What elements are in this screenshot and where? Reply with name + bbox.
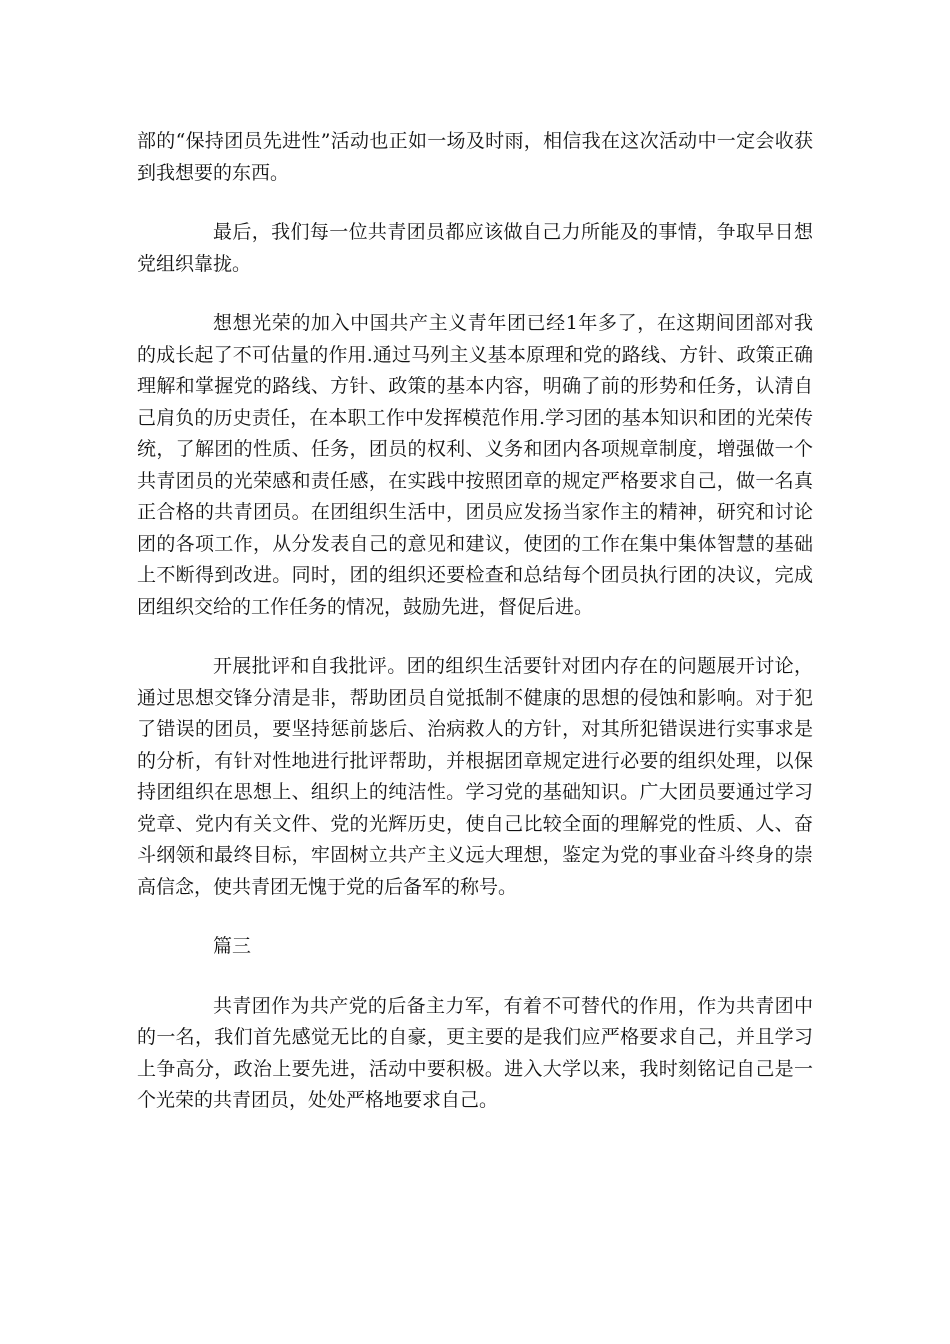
paragraph-criticism: 开展批评和自我批评。团的组织生活要针对团内存在的问题展开讨论，通过思想交锋分清是非，帮助团员自觉抵制不健康的思想的侵蚀和影响。对于犯了错误的团员，要坚持惩前毖后、治病救人的方针，对其所犯错误进行实事求是的分析，有针对性地进行批评帮助，并根据团章规定进行必要的组织处理，以保持团组织在思想上、组织上的纯洁性。学习党的基础知识。广大团员要通过学习党章、党内有关文件、党的光辉历史，使自己比较全面的理解党的性质、人、奋斗纲领和最终目标，牢固树立共产主义远大理想，鉴定为党的事业奋斗终身的崇高信念，使共青团无愧于党的后备军的称号。: [137, 655, 813, 898]
paragraph-conclusion: 最后，我们每一位共青团员都应该做自己力所能及的事情，争取早日想党组织靠拢。: [137, 221, 813, 275]
paragraph-reflection: 想想光荣的加入中国共产主义青年团已经1年多了，在这期间团部对我的成长起了不可估量的作用.通过马列主义基本原理和党的路线、方针、政策正确理解和掌握党的路线、方针、政策的基本内容，明确了前的形势和任务，认清自己肩负的历史责任，在本职工作中发挥模范作用.学习团的基本知识和团的光荣传统，了解团的性质、任务，团员的权利、义务和团内各项规章制度，增强做一个共青团员的光荣感和责任感，在实践中按照团章的规定严格要求自己，做一名真正合格的共青团员。在团组织生活中，团员应发扬当家作主的精神，研究和讨论团的各项工作，从分发表自己的意见和建议，使团的工作在集中集体智慧的基础上不断得到改进。同时，团的组织还要检查和总结每个团员执行团的决议，完成团组织交给的工作任务的情况，鼓励先进，督促后进。: [137, 312, 813, 618]
document-body: [137, 126, 813, 1145]
paragraph-continuation: 部的“保持团员先进性”活动也正如一场及时雨，相信我在这次活动中一定会收获到我想要的东西。: [137, 130, 813, 184]
section-heading: 篇三: [213, 935, 252, 957]
paragraph-section-three: 共青团作为共产党的后备主力军，有着不可替代的作用，作为共青团中的一名，我们首先感觉无比的自豪，更主要的是我们应严格要求自己，并且学习上争高分，政治上要先进，活动中要积极。进入大学以来，我时刻铭记自己是一个光荣的共青团员，处处严格地要求自己。: [137, 994, 813, 1111]
